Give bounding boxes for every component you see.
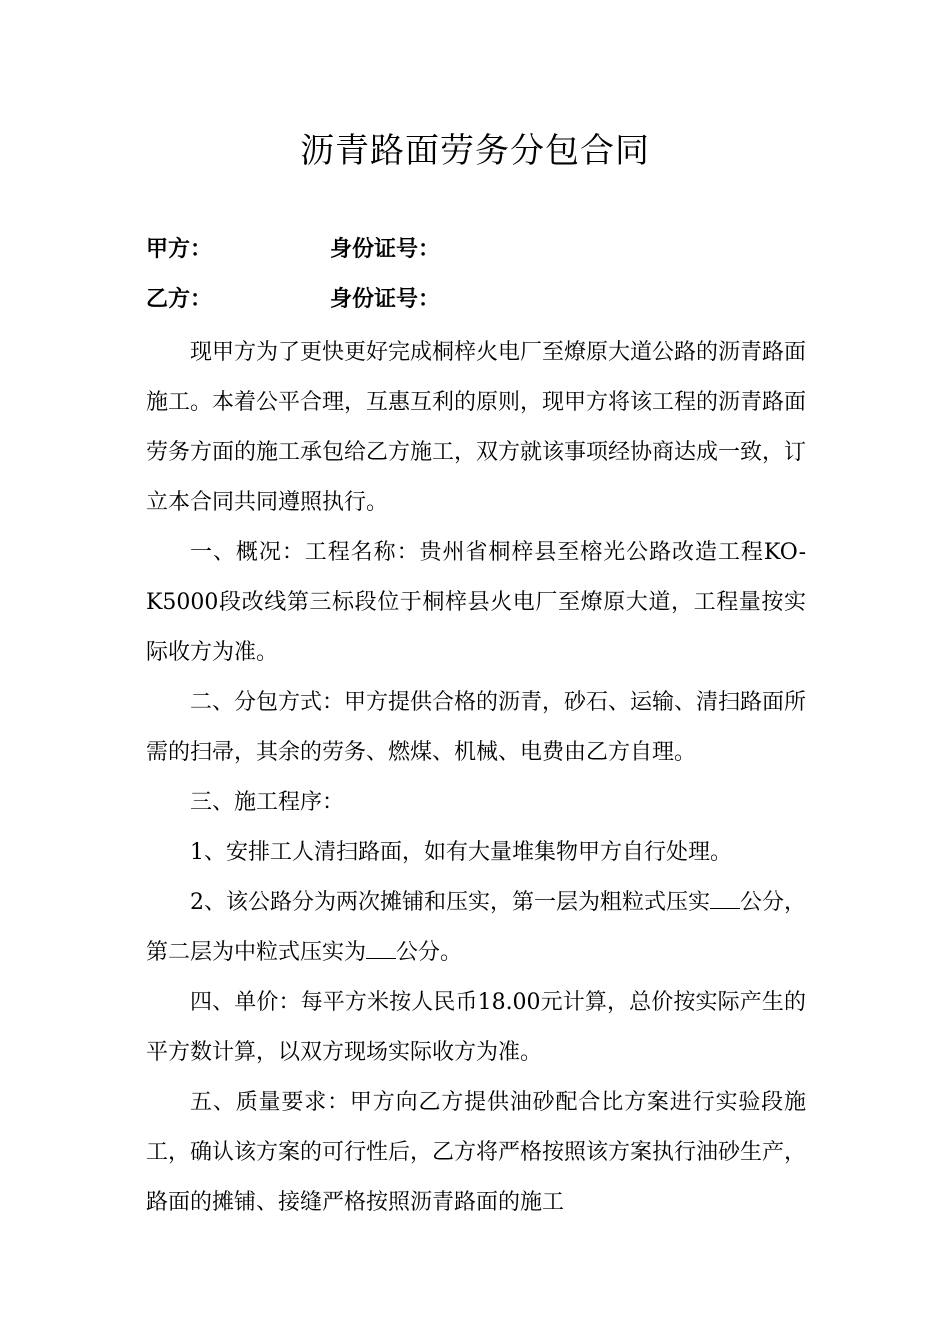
subcontract-paragraph: 二、分包方式：甲方提供合格的沥青，砂石、运输、清扫路面所需的扫帚，其余的劳务、燃煤、机械、电费由乙方自理。	[146, 690, 807, 765]
step-2-paragraph	[146, 878, 806, 978]
party-a-line	[146, 235, 440, 265]
step-1-paragraph: 1、安排工人清扫路面，如有大量堆集物甲方自行处理。	[190, 840, 732, 865]
thickness-blank-2	[366, 936, 396, 959]
procedure-heading: 三、施工程序：	[190, 790, 345, 815]
thickness-blank-1	[710, 886, 740, 909]
party-b-line	[146, 285, 440, 315]
party-a-id-label: 身份证号：	[330, 237, 441, 262]
contract-body	[146, 328, 806, 1228]
intro-paragraph: 现甲方为了更快更好完成桐梓火电厂至燎原大道公路的沥青路面施工。本着公平合理，互惠互利的原则，现甲方将该工程的沥青路面劳务方面的施工承包给乙方施工，双方就该事项经协商达成一致，订立本合同共同遵照执行。	[146, 340, 807, 515]
quality-paragraph: 五、质量要求：甲方向乙方提供油砂配合比方案进行实验段施工，确认该方案的可行性后，乙方将严格按照该方案执行油砂生产，路面的摊铺、接缝严格按照沥青路面的施工	[146, 1090, 807, 1215]
party-a-label: 甲方：	[146, 237, 213, 262]
step-2-text-3: 公分。	[396, 940, 463, 965]
party-b-id-label: 身份证号：	[330, 287, 441, 312]
step-2-text-2: 公分，第二层为中粒式压实为	[146, 890, 807, 965]
price-paragraph: 四、单价：每平方米按人民币18.00元计算，总价按实际产生的平方数计算，以双方现场实际收方为准。	[146, 990, 806, 1065]
party-b-label: 乙方：	[146, 287, 213, 312]
overview-paragraph: 一、概况：工程名称：贵州省桐梓县至榕光公路改造工程KO-K5000段改线第三标段位于桐梓县火电厂至燎原大道，工程量按实际收方为准。	[146, 540, 806, 665]
step-2-text-1: 2、该公路分为两次摊铺和压实，第一层为粗粒式压实	[190, 890, 710, 915]
document-title: 沥青路面劳务分包合同	[300, 131, 650, 171]
